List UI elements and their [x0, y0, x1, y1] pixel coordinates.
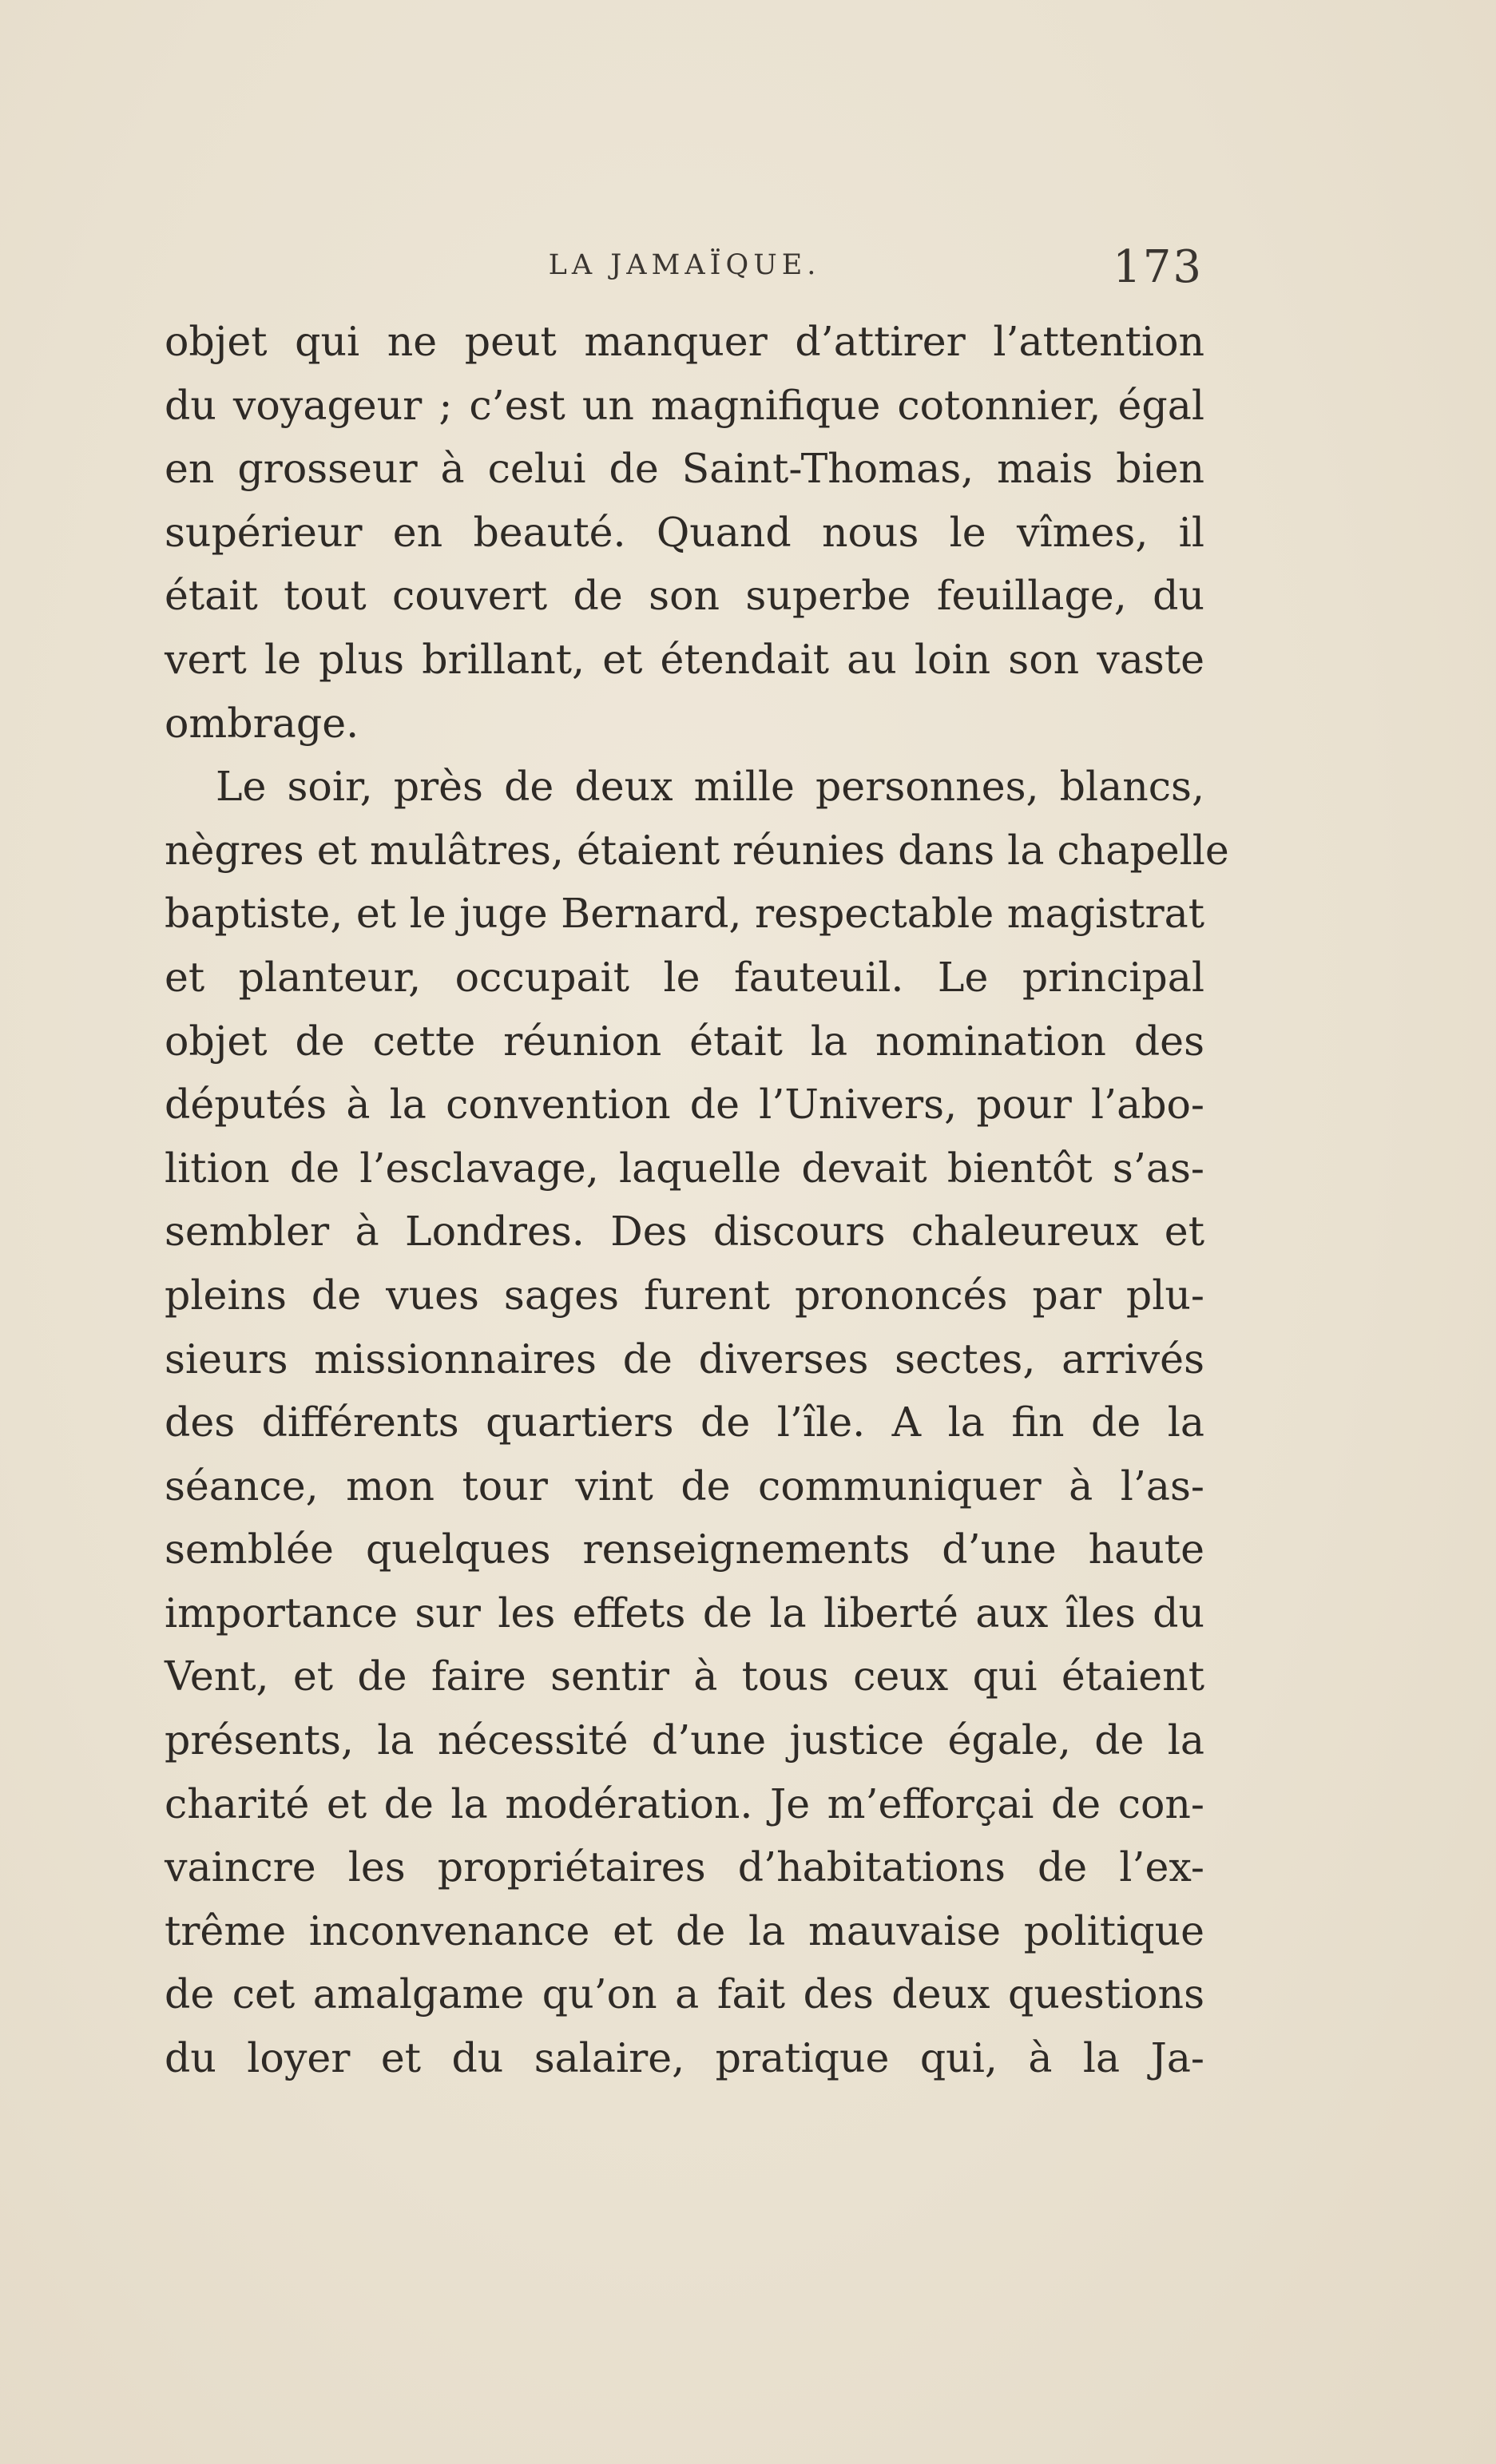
- text-line: du loyer et du salaire, pratique qui, à la Ja-: [165, 2034, 1204, 2082]
- text-line: du voyageur ; c’est un magnifique cotonnier, égal: [165, 381, 1204, 429]
- paragraph-1: [165, 310, 1204, 755]
- text-line: importance sur les effets de la liberté aux îles du: [165, 1589, 1204, 1637]
- paragraph-2: [165, 755, 1229, 2089]
- text-line: présents, la nécessité d’une justice égale, de la: [165, 1716, 1204, 1764]
- text-line: des différents quartiers de l’île. A la fin de la: [165, 1399, 1204, 1446]
- text-line: et planteur, occupait le fauteuil. Le principal: [165, 953, 1204, 1001]
- text-line: sieurs missionnaires de diverses sectes, arrivés: [165, 1335, 1204, 1383]
- text-line: pleins de vues sages furent prononcés par plu-: [165, 1271, 1204, 1319]
- text-line: Le soir, près de deux mille personnes, blancs,: [216, 763, 1204, 811]
- text-line: semblée quelques renseignements d’une haute: [165, 1526, 1204, 1573]
- text-line: Vent, et de faire sentir à tous ceux qui étaient: [165, 1653, 1204, 1700]
- text-line: vert le plus brillant, et étendait au loin son vaste: [165, 635, 1204, 683]
- text-line: vaincre les propriétaires d’habitations de l’ex-: [165, 1843, 1204, 1891]
- text-line: séance, mon tour vint de communiquer à l’as-: [165, 1462, 1204, 1510]
- text-line: trême inconvenance et de la mauvaise politique: [165, 1907, 1204, 1954]
- text-line: de cet amalgame qu’on a fait des deux questions: [165, 1970, 1204, 2018]
- text-line: sembler à Londres. Des discours chaleureux et: [165, 1208, 1204, 1256]
- page-number: 173: [1113, 241, 1203, 293]
- text-line: supérieur en beauté. Quand nous le vîmes, il: [165, 508, 1204, 556]
- text-line: lition de l’esclavage, laquelle devait bientôt s’as-: [165, 1144, 1204, 1192]
- text-line: charité et de la modération. Je m’efforçai de con-: [165, 1780, 1204, 1827]
- chapter-title: LA JAMAÏQUE.: [548, 249, 821, 281]
- text-line: députés à la convention de l’Univers, pour l’abo-: [165, 1081, 1204, 1129]
- text-line: objet qui ne peut manquer d’attirer l’attention: [165, 318, 1204, 365]
- text-line: en grosseur à celui de Saint-Thomas, mais bien: [165, 445, 1204, 493]
- text-line: nègres et mulâtres, étaient réunies dans la chapelle: [165, 826, 1229, 874]
- body-text: [165, 310, 1229, 2090]
- text-line: baptiste, et le juge Bernard, respectable magistrat: [165, 890, 1204, 938]
- running-head: [165, 241, 1204, 297]
- text-line: objet de cette réunion était la nomination des: [165, 1017, 1204, 1065]
- text-line: était tout couvert de son superbe feuillage, du: [165, 572, 1204, 620]
- text-line: ombrage.: [165, 699, 359, 747]
